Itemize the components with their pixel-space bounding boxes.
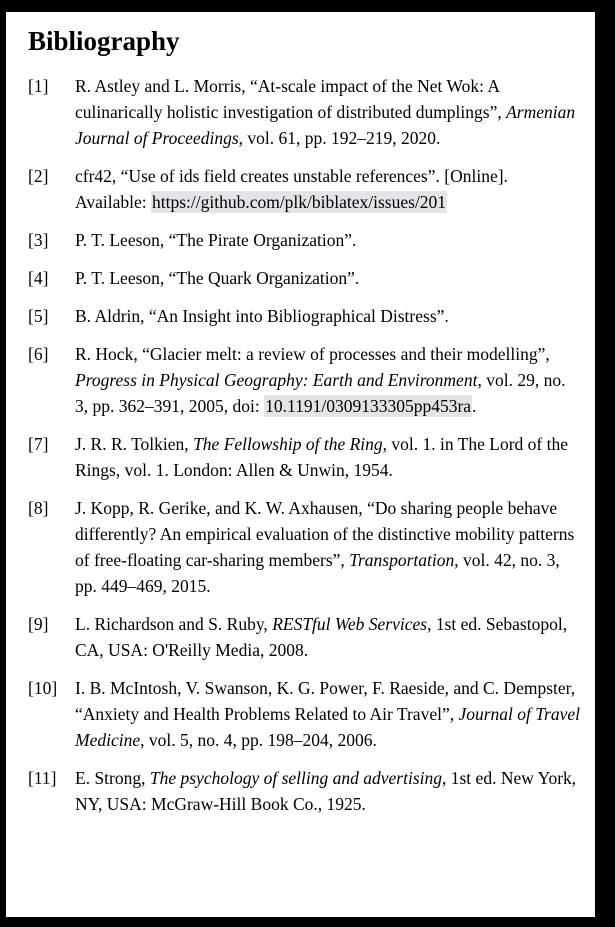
entry-number: [5] <box>28 306 49 326</box>
entry-text <box>75 765 585 817</box>
entry-text-segment: , 1st ed. Sebastopol, CA, USA: O'Reilly Media, 2008. <box>75 614 568 660</box>
document-page <box>6 12 595 917</box>
entry-title-italic: RESTful Web Services <box>272 614 428 634</box>
entry-text-segment: J. Kopp, R. Gerike, and K. W. Axhausen, “Do sharing people behave differently? An empirical evaluation of the distinctive mobility patterns of free-floating car-sharing members”, <box>75 498 575 570</box>
entry-text <box>75 163 585 215</box>
entry-text <box>75 675 585 753</box>
entry-text-segment: , vol. 1. in The Lord of the Rings, vol. 1. London: Allen & Unwin, 1954. <box>75 434 568 480</box>
entry-title-italic: The Fellowship of the Ring <box>193 434 383 454</box>
entry-text <box>75 431 585 483</box>
bibliography-entry <box>28 303 585 329</box>
entry-text-segment: cfr42, “Use of ids field creates unstable references”. [Online]. Available: <box>75 166 508 212</box>
entry-text-segment: R. Hock, “Glacier melt: a review of processes and their modelling”, <box>75 344 550 364</box>
entry-text-segment: , vol. 61, pp. 192–219, 2020. <box>238 128 441 148</box>
entry-number: [1] <box>28 76 49 96</box>
entry-text-segment: J. R. R. Tolkien, <box>75 434 194 454</box>
entry-text <box>75 265 585 291</box>
bibliography-entry <box>28 341 585 419</box>
entry-number: [8] <box>28 498 49 518</box>
page-content <box>6 12 595 817</box>
bibliography-entry <box>28 431 585 483</box>
entry-number: [4] <box>28 268 49 288</box>
entry-text <box>75 611 585 663</box>
entry-title-italic: The psychology of selling and advertising <box>149 768 442 788</box>
page-title: Bibliography <box>28 26 180 56</box>
entry-number: [7] <box>28 434 49 454</box>
entry-number: [10] <box>28 678 58 698</box>
bibliography-entry <box>28 265 585 291</box>
bibliography-list <box>28 73 585 817</box>
entry-number: [9] <box>28 614 49 634</box>
bibliography-entry <box>28 73 585 151</box>
entry-title-italic: Progress in Physical Geography: Earth and Environment <box>75 370 478 390</box>
entry-text-segment: P. T. Leeson, “The Pirate Organization”. <box>75 230 357 250</box>
bibliography-entry <box>28 227 585 253</box>
bibliography-entry <box>28 495 585 599</box>
bibliography-entry <box>28 611 585 663</box>
entry-text-segment: , vol. 42, no. 3, pp. 449–469, 2015. <box>75 550 560 596</box>
entry-text <box>75 341 585 419</box>
entry-text <box>75 495 585 599</box>
entry-link[interactable]: 10.1191/0309133305pp453ra <box>265 396 472 416</box>
entry-text-segment: , vol. 29, no. 3, pp. 362–391, 2005, doi: <box>75 370 566 416</box>
entry-text-segment: R. Astley and L. Morris, “At-scale impact of the Net Wok: A culinarically holistic investigation of distributed dumplings”, <box>75 76 507 122</box>
entry-title-italic: Transportation <box>349 550 455 570</box>
bibliography-entry <box>28 163 585 215</box>
entry-number: [11] <box>28 768 57 788</box>
entry-text-segment: . <box>472 396 477 416</box>
entry-link[interactable]: https://github.com/plk/biblatex/issues/201 <box>151 192 447 212</box>
entry-text-segment: , 1st ed. New York, NY, USA: McGraw-Hill Book Co., 1925. <box>75 768 577 814</box>
entry-title-italic: Armenian Journal of Proceedings <box>75 102 576 148</box>
entry-text-segment: P. T. Leeson, “The Quark Organization”. <box>75 268 360 288</box>
entry-number: [2] <box>28 166 49 186</box>
entry-text <box>75 303 585 329</box>
entry-title-italic: Journal of Travel Medicine <box>75 704 581 750</box>
bibliography-entry <box>28 675 585 753</box>
entry-text-segment: L. Richardson and S. Ruby, <box>75 614 273 634</box>
entry-text-segment: I. B. McIntosh, V. Swanson, K. G. Power, F. Raeside, and C. Dempster, “Anxiety and Health Problems Related to Air Travel”, <box>75 678 576 724</box>
entry-number: [3] <box>28 230 49 250</box>
entry-text-segment: E. Strong, <box>75 768 150 788</box>
entry-text <box>75 227 585 253</box>
entry-text <box>75 73 585 151</box>
entry-text-segment: B. Aldrin, “An Insight into Bibliographical Distress”. <box>75 306 449 326</box>
bibliography-entry <box>28 765 585 817</box>
entry-text-segment: , vol. 5, no. 4, pp. 198–204, 2006. <box>140 730 377 750</box>
entry-number: [6] <box>28 344 49 364</box>
